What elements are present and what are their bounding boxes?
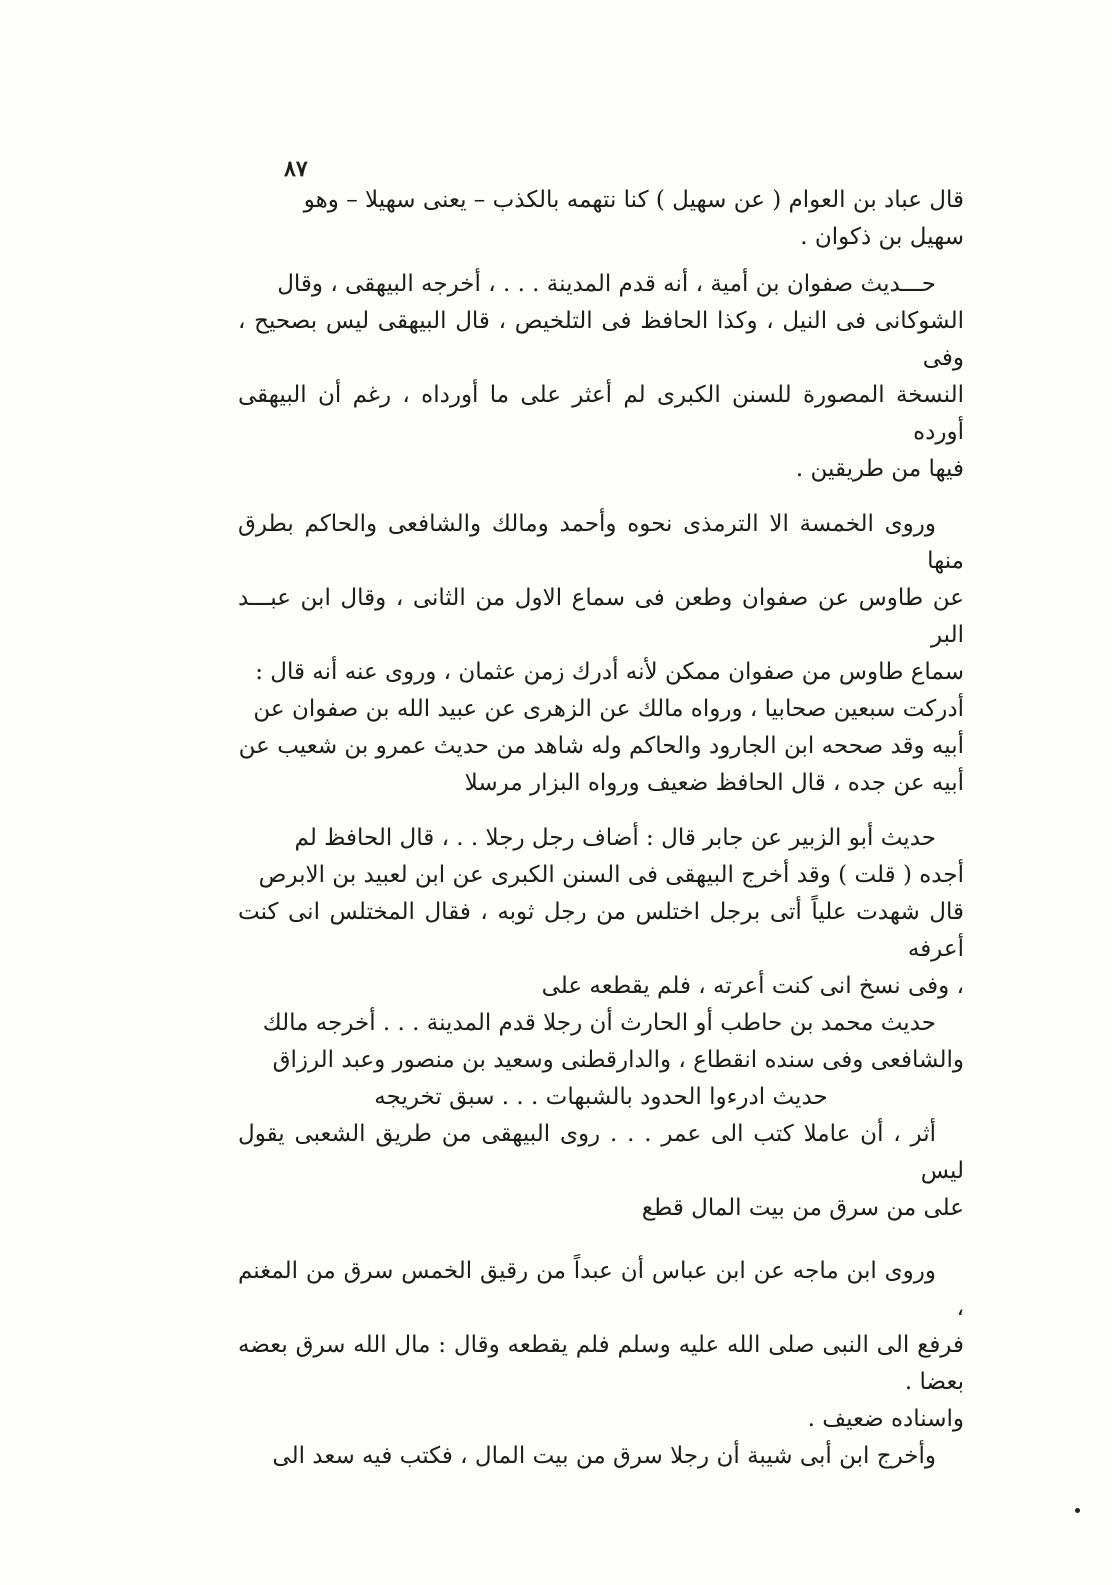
- paragraph-safwan: [238, 266, 964, 488]
- line: قال شهدت علياً أتى برجل اختلس من رجل ثوبه ، فقال المختلس انى كنت أعرفه: [238, 899, 964, 962]
- line: أدركت سبعين صحابيا ، ورواه مالك عن الزهرى عن عبيد الله بن صفوان عن: [253, 696, 964, 722]
- line: النسخة المصورة للسنن الكبرى لم أعثر على ما أورداه ، رغم أن البيهقى أورده: [238, 382, 964, 445]
- paragraph-muhammad-hatib: [238, 1005, 964, 1079]
- paragraph-idrau: [238, 1079, 964, 1116]
- line: حـــديث صفوان بن أمية ، أنه قدم المدينة . . . ، أخرجه البيهقى ، وقال: [277, 271, 936, 297]
- page-number: ٨٧: [284, 156, 308, 182]
- paragraph-ibn-abi-shaiba: [238, 1438, 964, 1475]
- paragraph-ibn-majah: [238, 1253, 964, 1438]
- text-block: [238, 182, 964, 1475]
- line: فرفع الى النبى صلى الله عليه وسلم فلم يقطعه وقال : مال الله سرق بعضه بعضا .: [238, 1332, 964, 1395]
- line: والشافعى وفى سنده انقطاع ، والدارقطنى وسعيد بن منصور وعبد الرزاق: [272, 1047, 964, 1073]
- paragraph-abu-zubair: [238, 820, 964, 1005]
- line: وأخرج ابن أبى شيبة أن رجلا سرق من بيت المال ، فكتب فيه سعد الى: [272, 1443, 936, 1469]
- line: وروى ابن ماجه عن ابن عباس أن عبداً من رقيق الخمس سرق من المغنم ،: [238, 1258, 964, 1321]
- line: سماع طاوس من صفوان ممكن لأنه أدرك زمن عثمان ، وروى عنه أنه قال :: [255, 659, 964, 685]
- paragraph-sahl: [238, 182, 964, 256]
- line: فيها من طريقين .: [795, 456, 964, 482]
- line: سهيل بن ذكوان .: [800, 224, 964, 250]
- line: أجده ( قلت ) وقد أخرج البيهقى فى السنن الكبرى عن ابن لعبيد بن الابرص: [258, 862, 964, 888]
- line: وروى الخمسة الا الترمذى نحوه وأحمد ومالك والشافعى والحاكم بطرق منها: [238, 511, 964, 574]
- line: الشوكانى فى النيل ، وكذا الحافظ فى التلخيص ، قال البيهقى ليس بصحيح ، وفى: [238, 308, 964, 371]
- paragraph-khamsa: [238, 506, 964, 802]
- line: على من سرق من بيت المال قطع: [641, 1195, 964, 1221]
- line: أبيه عن جده ، قال الحافظ ضعيف ورواه البزار مرسلا: [464, 770, 964, 796]
- line: قال عباد بن العوام ( عن سهيل ) كنا نتهمه بالكذب – يعنى سهيلا – وهو: [303, 187, 964, 213]
- paragraph-athar-umar: [238, 1116, 964, 1227]
- line: حديث ادرءوا الحدود بالشبهات . . . سبق تخريجه: [374, 1084, 828, 1110]
- line: حديث محمد بن حاطب أو الحارث أن رجلا قدم المدينة . . . أخرجه مالك: [262, 1010, 936, 1036]
- line: أثر ، أن عاملا كتب الى عمر . . . روى البيهقى من طريق الشعبى يقول ليس: [238, 1121, 964, 1184]
- line: عن طاوس عن صفوان وطعن فى سماع الاول من الثانى ، وقال ابن عبـــد البر: [238, 585, 964, 648]
- line: أبيه وقد صححه ابن الجارود والحاكم وله شاهد من حديث عمرو بن شعيب عن: [238, 733, 964, 759]
- line: واسناده ضعيف .: [807, 1406, 964, 1432]
- line: حديث أبو الزبير عن جابر قال : أضاف رجل رجلا . . ، قال الحافظ لم: [294, 825, 936, 851]
- scan-speck: [1075, 1508, 1080, 1513]
- line: ، وفى نسخ انى كنت أعرته ، فلم يقطعه على: [541, 973, 964, 999]
